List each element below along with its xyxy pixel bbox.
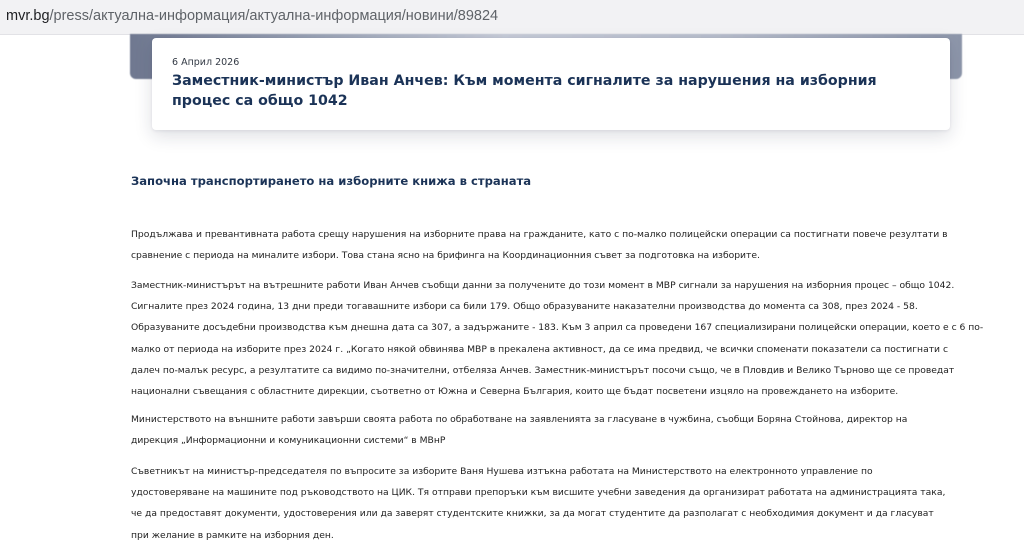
paragraph-line: далеч по-малък ресурс, а резултатите са видимо по-значителни, отбеляза Анчев. Заместник-министърът посочи също, че в Пловдив и Велико Търново ще се проведат — [131, 364, 955, 376]
article-paragraph — [131, 275, 984, 402]
article-paragraph — [131, 461, 981, 546]
paragraph-line: сравнение с периода на миналите избори. Това стана ясно на брифинга на Координационния съвет за подготовка на изборите. — [131, 250, 760, 262]
url-path: /press/актуална-информация/актуална-информация/новини/89824 — [49, 8, 499, 24]
paragraph-line: малко от периода на изборите през 2024 г. „Когато някой обвинява МВР в прекалена активност, да се има предвид, че всички споменати показатели са постигнати с — [131, 343, 948, 355]
paragraph-line: че да предоставят документи, удостоверения или да заверят студентските книжки, за да могат студентите да разполагат с необходимия документ и да гласуват — [131, 508, 934, 520]
paragraph-line: Продължава и превантивната работа срещу нарушения на изборните права на гражданите, като с по-малко полицейски операции са постигнати повече резултати в — [131, 229, 948, 240]
paragraph-line: национални съвещания с областните дирекции, съответно от Южна и Северна България, които ще бъдат посветени изцяло на провеждането на изборите. — [131, 386, 899, 398]
article-date: 6 Април 2026 — [172, 57, 240, 68]
article-paragraph — [131, 409, 981, 451]
url-text[interactable] — [6, 8, 498, 24]
article-subheading: Започна транспортирането на изборните книжа в страната — [131, 174, 532, 188]
paragraph-line: при желание в рамките на изборния ден. — [131, 529, 334, 541]
paragraph-line: удостоверяване на машините под ръководството на ЦИК. Тя отправи препоръки към висшите учебни заведения да организират работата на администрацията така, — [131, 487, 946, 499]
paragraph-line: Образуваните досъдебни производства към днешна дата са 307, а задържаните - 183. Към 3 април са проведени 167 специализирани полицейски операции, което е с 6 по- — [131, 322, 984, 334]
address-bar[interactable] — [0, 0, 1024, 35]
article-paragraph — [131, 224, 981, 266]
paragraph-line: дирекция „Информационни и комуникационни системи“ в МВнР — [131, 435, 446, 447]
url-domain: mvr.bg — [6, 8, 50, 24]
paragraph-line: Заместник-министърът на вътрешните работи Иван Анчев съобщи данни за получените до този момент в МВР сигнали за нарушения на изборния процес – общо 1042. — [131, 280, 955, 291]
article-title: Заместник-министър Иван Анчев: Към момента сигналите за нарушения на изборния процес са общо 1042 — [172, 73, 877, 109]
paragraph-line: Министерството на външните работи завърши своята работа по обработване на заявленията за гласуване в чужбина, съобщи Боряна Стойнова, директор на — [131, 414, 908, 425]
paragraph-line: Съветникът на министър-председателя по въпросите за изборите Ваня Нушева изтъкна работата на Министерството на електронното управление по — [131, 466, 873, 477]
paragraph-line: Сигналите през 2024 година, 13 дни преди тогавашните избори са били 179. Общо образуваните наказателни производства до момента са 308, през 2024 - 58. — [131, 301, 918, 313]
article-header-card — [152, 38, 950, 130]
